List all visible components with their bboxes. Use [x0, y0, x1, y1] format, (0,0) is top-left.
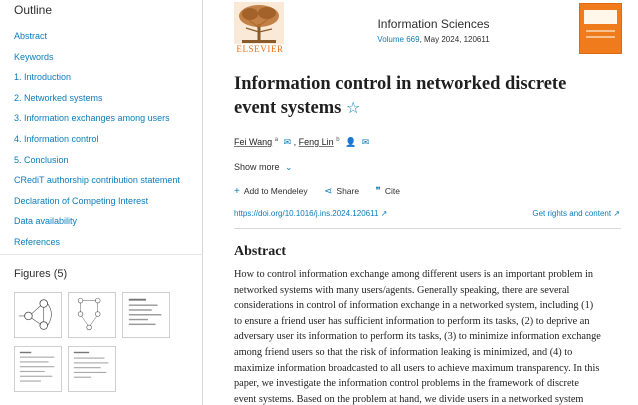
publisher-logo-text: ELSEVIER: [236, 44, 284, 54]
abstract-line: considerations in control of information exchange in a networked system, including (1): [234, 300, 594, 312]
figure-thumbnail-5[interactable]: [68, 346, 116, 392]
abstract-line: networked systems with many users/agents. Generally speaking, there are several: [234, 284, 570, 296]
cover-decoration: [586, 36, 615, 38]
external-link-icon: ↗: [613, 209, 620, 218]
figure-graph-icon: [69, 293, 115, 337]
add-to-mendeley-button[interactable]: [234, 186, 308, 196]
chevron-down-icon: ⌄: [285, 162, 293, 172]
abstract-line: adversary user its information to perform its tasks, (3) to minimize information exchange: [234, 331, 601, 343]
figure-table-icon: [69, 347, 115, 391]
rights-text: Get rights and content: [532, 209, 612, 218]
show-more-button[interactable]: [234, 162, 293, 173]
journal-cover-image[interactable]: [579, 3, 622, 54]
abstract-line: paper, we investigate the information control problems in the framework of discrete: [234, 378, 579, 390]
share-button[interactable]: [324, 186, 359, 196]
figure-table-icon: [123, 293, 169, 337]
section-divider: [234, 228, 621, 229]
journal-name[interactable]: Information Sciences: [377, 17, 490, 31]
rights-link[interactable]: [532, 209, 620, 218]
abstract-line: to ensure a friend user has sufficient information to perform its tasks, (2) to deprive an: [234, 315, 590, 327]
sidebar: [0, 0, 203, 405]
outline-heading: Outline: [14, 3, 53, 17]
abstract-text: [234, 267, 624, 405]
envelope-icon[interactable]: ✉: [283, 137, 292, 147]
outline-link-references[interactable]: References: [14, 236, 61, 247]
outline-link-information-exchanges[interactable]: 3. Information exchanges among users: [14, 113, 170, 124]
doi-link[interactable]: [234, 209, 387, 218]
title-line-2: event systems: [234, 98, 342, 118]
figure-thumbnail-4[interactable]: [14, 346, 62, 392]
cite-label: Cite: [384, 186, 400, 196]
outline-link-networked-systems[interactable]: 2. Networked systems: [14, 92, 103, 103]
abstract-line: event systems. Based on the problem at hand, we divide users in a networked system: [234, 393, 584, 405]
cite-button[interactable]: [375, 186, 400, 196]
outline-link-data-availability[interactable]: Data availability: [14, 216, 78, 227]
author-list: Fei Wang $^a$ ✉ , Feng Lin $^b$ 👤 ✉: [234, 137, 370, 147]
article-actions: [234, 186, 414, 197]
outline-link-keywords[interactable]: Keywords: [14, 51, 54, 62]
figure-thumbnail-2[interactable]: [68, 292, 116, 338]
share-icon: ⋖: [324, 186, 333, 197]
envelope-icon[interactable]: ✉: [361, 137, 370, 147]
abstract-line: maximize information broadcasted to all users to achieve maximum transparency. In this: [234, 362, 600, 374]
cover-title-area: [584, 10, 617, 24]
outline-list: [14, 30, 180, 257]
article-main: [203, 0, 638, 405]
cover-decoration: [586, 30, 615, 32]
outline-link-declaration[interactable]: Declaration of Competing Interest: [14, 195, 149, 206]
automaton-graph-icon: [15, 293, 61, 337]
plus-icon: +: [234, 186, 240, 197]
outline-link-information-control[interactable]: 4. Information control: [14, 133, 99, 144]
abstract-line: among friend users so that the risk of information leaking is minimized, and (4) to: [234, 346, 573, 358]
person-icon[interactable]: 👤: [345, 137, 357, 147]
journal-meta: [203, 35, 638, 44]
star-icon[interactable]: ☆: [346, 98, 361, 117]
share-label: Share: [336, 186, 360, 196]
affiliation-marker: b: [336, 137, 340, 143]
show-more-label: Show more: [234, 162, 280, 172]
doi-text: https://doi.org/10.1016/j.ins.2024.120611: [234, 209, 379, 218]
figure-thumbnail-3[interactable]: [122, 292, 170, 338]
quote-icon: ❞: [375, 186, 381, 197]
outline-link-abstract[interactable]: Abstract: [14, 31, 48, 41]
outline-link-conclusion[interactable]: 5. Conclusion: [14, 154, 69, 165]
figure-thumbnail-1[interactable]: [14, 292, 62, 338]
article-title: [234, 72, 624, 120]
author-link[interactable]: Feng Lin: [298, 137, 334, 147]
figure-table-icon: [15, 347, 61, 391]
add-to-mendeley-label: Add to Mendeley: [243, 186, 308, 196]
figures-heading: Figures (5): [14, 268, 68, 280]
title-line-1: Information control in networked discrete: [234, 74, 567, 94]
author-link[interactable]: Fei Wang: [234, 137, 273, 147]
affiliation-marker: a: [274, 137, 279, 143]
external-link-icon: ↗: [380, 209, 388, 218]
sidebar-divider: [0, 254, 203, 255]
outline-link-credit[interactable]: CRediT authorship contribution statement: [14, 175, 180, 186]
volume-link[interactable]: Volume 669: [377, 35, 420, 44]
abstract-heading: Abstract: [234, 244, 287, 259]
outline-link-introduction[interactable]: 1. Introduction: [14, 72, 72, 83]
abstract-line: How to control information exchange among different users is an important problem in: [234, 269, 593, 280]
issue-date: , May 2024, 120611: [419, 35, 490, 44]
